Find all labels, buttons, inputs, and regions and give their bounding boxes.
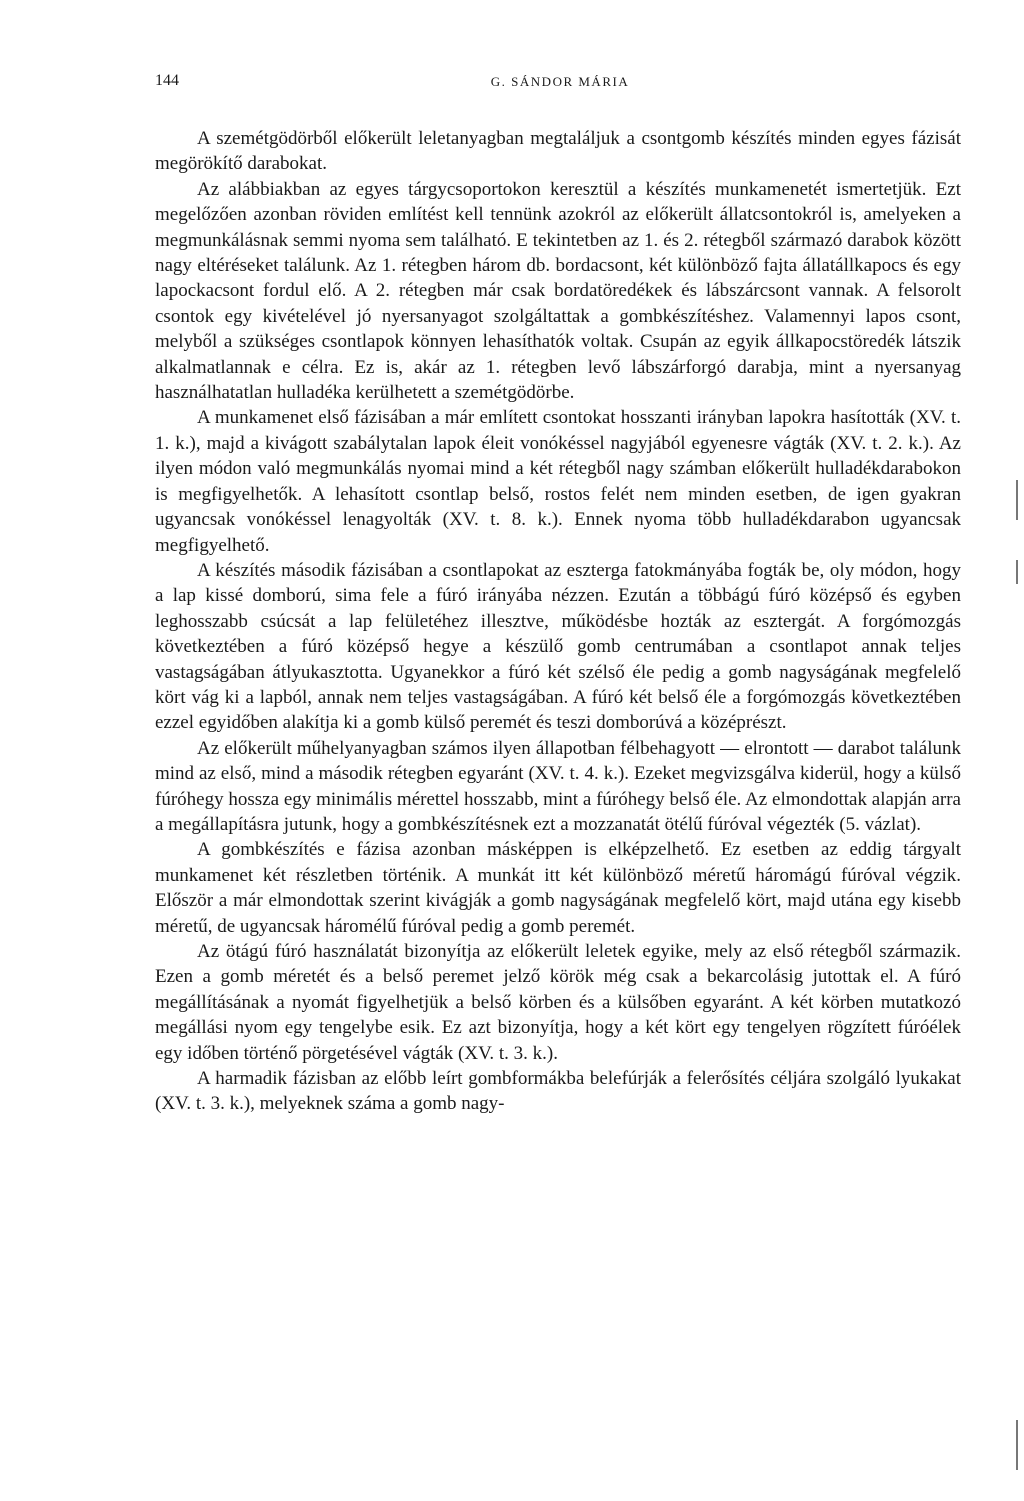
running-head-author: G. SÁNDOR MÁRIA [490,74,630,89]
running-head [155,72,965,96]
scan-edge-mark [1016,480,1018,520]
paragraph: A harmadik fázisban az előbb leírt gombformákba belefúrják a felerősítés céljára szolgáló lyukakat (XV. t. 3. k.), melyeknek száma a gomb nagy- [155,1068,961,1115]
paragraph: A szemétgödörből előkerült leletanyagban megtaláljuk a csontgomb készítés minden egyes fázisát megörökítő darabokat. [155,128,961,175]
scan-edge-mark [1016,1420,1018,1470]
paragraph: Az alábbiakban az egyes tárgycsoportokon keresztül a készítés munkamenetét ismertetjük. Ezt megelőzően azonban röviden említést kell tennünk azokról az előkerült állatcsontokról is, amelyeken a megmunkálásnak semmi nyoma sem található. E tekintetben az 1. és 2. rétegből származó darabok között nagy eltéréseket találunk. Az 1. rétegben három db. bordacsont, két különböző fajta állatállkapocs és egy lapockacsont fordul elő. A 2. rétegben már csak bordatöredékek és lábszárcsont vannak. A felsorolt csontok egy kivételével jó nyersanyagot szolgáltattak a gombkészítéshez. Valamennyi lapos csont, melyből a szükséges csontlapok könnyen lehasíthatók voltak. Csupán az egyik állkapocstöredék látszik alkalmatlannak e célra. Ez is, akár az 1. rétegben levő lábszárforgó darabja, mint a nyersanyag használhatatlan hulladéka kerülhetett a szemétgödörbe. [155,178,961,404]
paragraph: Az ötágú fúró használatát bizonyítja az előkerült leletek egyike, mely az első rétegből származik. Ezen a gomb méretét és a belső peremet jelző körök még csak a bekarcolásig jutottak el. A fúró megállításának a nyomát figyelhetjük a belső körben és a külsőben egyaránt. A két körben mutatkozó megállási nyom egy tengelybe esik. Ez azt bizonyítja, hogy a két kört egy tengelyen rögzített fúróélek egy időben történő pörgetésével vágták (XV. t. 3. k.). [155,941,961,1064]
paragraph: A munkamenet első fázisában a már említett csontokat hosszanti irányban lapokra hasították (XV. t. 1. k.), majd a kivágott szabálytalan lapok éleit vonókéssel nagyjából egyenesre vágták (XV. t. 2. k.). Az ilyen módon való megmunkálás nyomai mind a két rétegből nagy számban előkerült hulladékdarabokon is megfigyelhetők. A lehasított csontlap belső, rostos felét nem minden esetben, de igen gyakran ugyancsak vonókéssel lenagyolták (XV. t. 8. k.). Ennek nyoma több hulladékdarabon ugyancsak megfigyelhető. [155,407,961,556]
paragraph: A készítés második fázisában a csontlapokat az eszterga fatokmányába fogták be, oly módon, hogy a lap kissé domború, sima fele a fúró irányába nézzen. Ezután a többágú fúró középső és egyben leghosszabb csúcsát a lap felületéhez illesztve, működésbe hozták az esztergát. A forgómozgás következtében a fúró középső hegye a készülő gomb centrumában a csontlapot annak teljes vastagságában átlyukasztotta. Ugyanekkor a fúró két szélső éle pedig a gomb nagyságának megfelelő kört vág ki a lapból, annak nem teljes vastagságában. A fúró két belső éle a forgómozgás következtében ezzel egyidőben alakítja ki a gomb külső peremét és teszi domborúvá a középrészt. [155,559,961,734]
paragraph: Az előkerült műhelyanyagban számos ilyen állapotban félbehagyott — elrontott — darabot találunk mind az első, mind a második rétegben egyaránt (XV. t. 4. k.). Ezeket megvizsgálva kiderül, hogy a külső fúróhegy hossza egy minimális mérettel hosszabb, mint a fúróhegy belső éle. Az elmondottak alapján arra a megállapításra jutunk, hogy a gombkészítésnek ezt a mozzanatát ötélű fúróval végezték (5. vázlat). [155,737,961,835]
scan-edge-mark [1016,560,1018,584]
page-number: 144 [155,72,179,89]
body-text [155,126,961,1117]
paragraph: A gombkészítés e fázisa azonban másképpen is elképzelhető. Ez esetben az eddig tárgyalt munkamenet két részletben történik. A munkát itt két különböző méretű háromágú fúróval végzik. Először a már elmondottak szerint kivágják a gomb nagyságának megfelelő kört, majd utána egy kisebb méretű, de ugyancsak háromélű fúróval pedig a gomb peremét. [155,839,961,937]
